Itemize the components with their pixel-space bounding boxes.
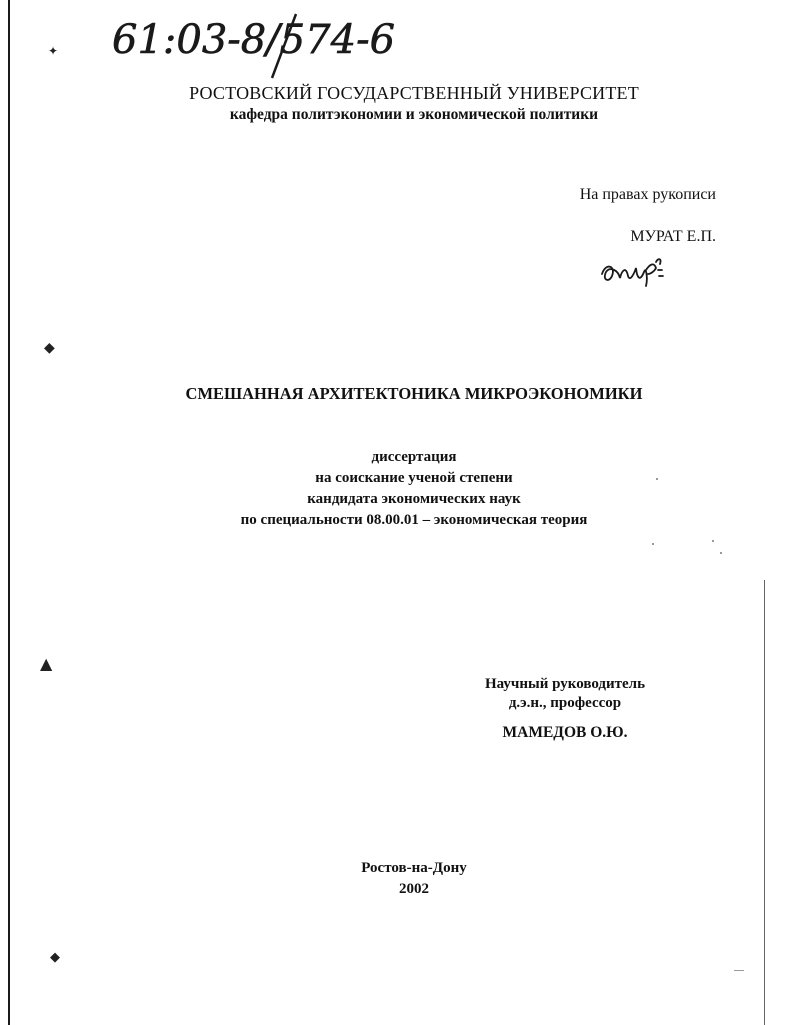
supervisor-role: Научный руководитель	[485, 676, 645, 692]
scan-edge-line-right	[764, 580, 765, 1025]
dissertation-degree: кандидата экономических наук	[307, 491, 521, 507]
supervisor-name: МАМЕДОВ О.Ю.	[502, 724, 628, 741]
dissertation-title: СМЕШАННАЯ АРХИТЕКТОНИКА МИКРОЭКОНОМИКИ	[185, 384, 643, 403]
dissertation-purpose: на соискание ученой степени	[315, 470, 513, 486]
dissertation-specialty: по специальности 08.00.01 – экономическая теория	[240, 512, 588, 528]
punch-mark-1: ✦	[48, 44, 59, 58]
supervisor-degree: д.э.н., профессор	[508, 695, 622, 711]
scan-speck	[652, 543, 654, 545]
author-signature	[596, 252, 676, 292]
scan-speck	[734, 970, 744, 971]
dissertation-type: диссертация	[371, 449, 457, 465]
scan-speck	[712, 540, 714, 542]
year: 2002	[399, 881, 429, 897]
punch-mark-2: ◆	[44, 340, 55, 356]
city: Ростов-на-Дону	[361, 860, 467, 876]
manuscript-note: На правах рукописи	[579, 186, 716, 203]
handwritten-number-text: 61:03-8/574-6	[112, 17, 396, 63]
scan-speck	[720, 552, 722, 554]
punch-mark-4: ◆	[50, 950, 60, 965]
department-name: кафедра политэкономии и экономической политики	[229, 106, 599, 123]
university-name: РОСТОВСКИЙ ГОСУДАРСТВЕННЫЙ УНИВЕРСИТЕТ	[189, 83, 639, 103]
author-name: МУРАТ Е.П.	[630, 228, 716, 245]
punch-mark-3: ▲	[40, 654, 53, 673]
